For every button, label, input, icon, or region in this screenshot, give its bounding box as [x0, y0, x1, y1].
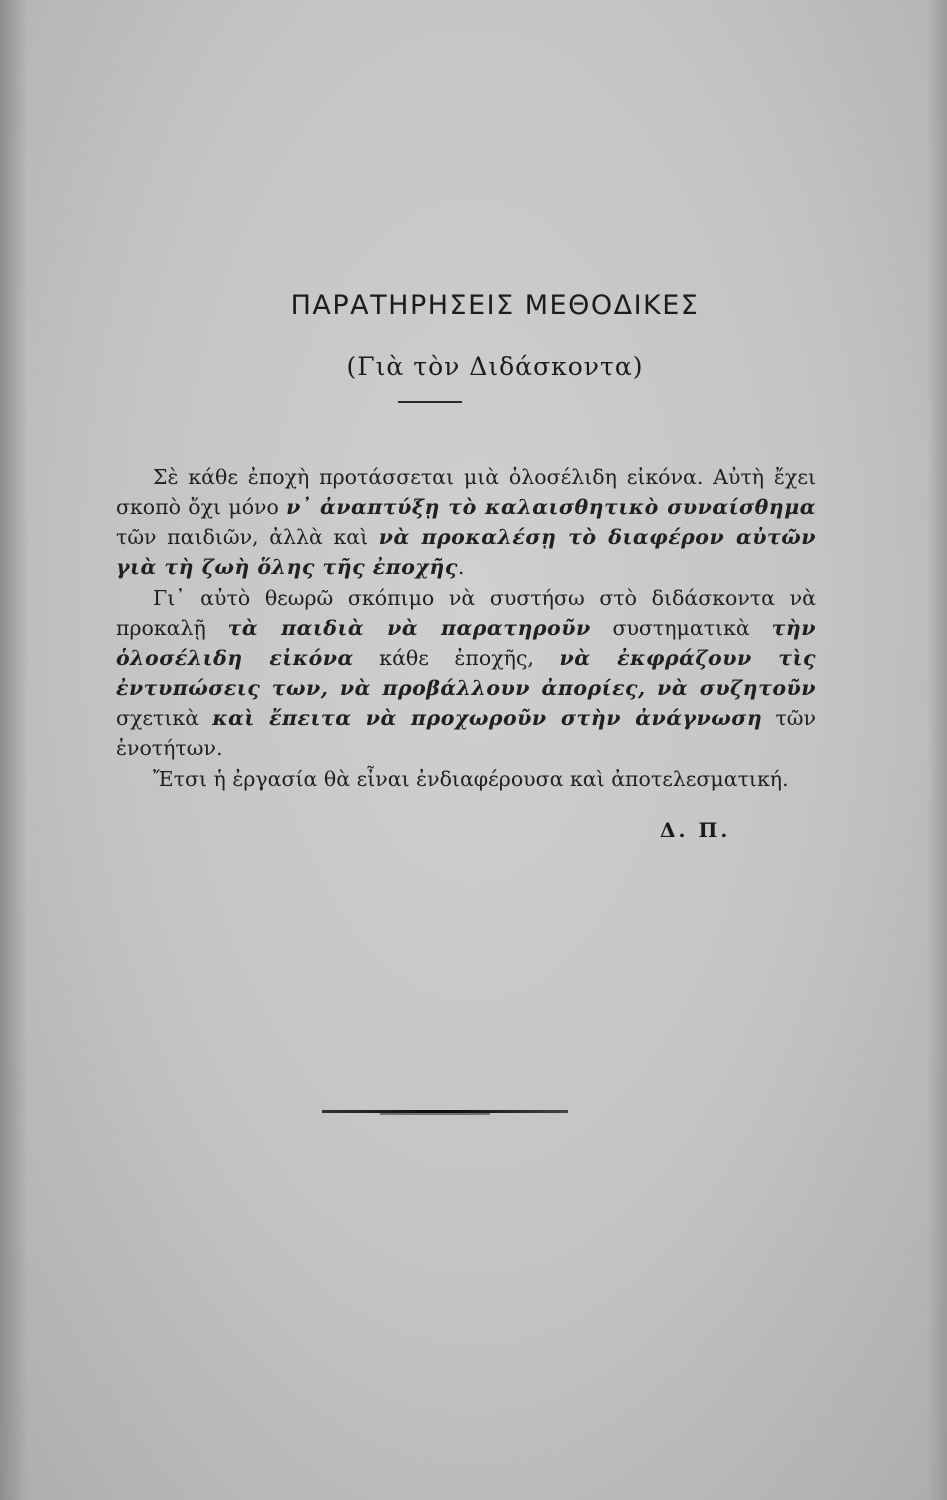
paragraph-2	[116, 583, 816, 763]
paragraph-2-text-3: κάθε ἐποχῆς,	[353, 646, 560, 670]
paragraph-2-text-1: Γι᾽ αὐτὸ θεωρῶ σκόπιμο νὰ συστήσω στὸ διδάσκοντα νὰ προκαλῇ	[116, 586, 816, 640]
page-edge-shadow-right	[927, 0, 947, 1500]
page-title: ΠΑΡΑΤΗΡΗΣΕΙΣ ΜΕΘΟΔΙΚΕΣ	[290, 290, 700, 321]
body-text	[116, 462, 816, 794]
paragraph-2-bold-1: τὰ παιδιὰ νὰ παρατηροῦν	[227, 616, 591, 640]
paragraph-2-bold-3: νὰ ἐκφράζουν τὶς ἐντυπώσεις των, νὰ προβάλλουν ἀπορίες, νὰ συζητοῦν	[116, 646, 817, 700]
paragraph-2-text-5: τῶν ἑνοτήτων.	[116, 706, 816, 760]
title-divider	[398, 401, 462, 403]
end-ornament-shadow	[380, 1113, 490, 1115]
paragraph-2-bold-2: τὴν ὁλοσέλιδη εἰκόνα	[116, 616, 816, 670]
page-edge-shadow-left	[0, 0, 28, 1500]
page-subtitle: (Γιὰ τὸν Διδάσκοντα)	[346, 352, 644, 381]
signature: Δ. Π.	[660, 818, 731, 842]
paragraph-1-bold-2: νὰ προκαλέσῃ τὸ διαφέρον αὐτῶν γιὰ τὴ ζωὴ ὅλης τῆς ἐποχῆς	[116, 525, 816, 579]
paragraph-1-text-2: τῶν παιδιῶν, ἀλλὰ καὶ	[116, 525, 379, 549]
paragraph-2-bold-4: καὶ ἔπειτα νὰ προχωροῦν στὴν ἀνάγνωση	[212, 706, 763, 730]
paragraph-2-text-2: συστηματικὰ	[590, 616, 772, 640]
paragraph-1-text-1: Σὲ κάθε ἐποχὴ προτάσσεται μιὰ ὁλοσέλιδη εἰκόνα. Αὐτὴ ἔχει σκοπὸ ὄχι μόνο	[116, 465, 816, 519]
paragraph-1-text-3: .	[457, 555, 465, 579]
paragraph-2-text-4: σχετικὰ	[116, 706, 213, 730]
paragraph-3: Ἔτσι ἡ ἐργασία θὰ εἶναι ἐνδιαφέρουσα καὶ ἀποτελεσματική.	[153, 767, 789, 791]
paragraph-1-bold-1: ν᾽ ἀναπτύξῃ τὸ καλαισθητικὸ συναίσθημα	[286, 495, 816, 519]
paragraph-1	[116, 462, 816, 582]
